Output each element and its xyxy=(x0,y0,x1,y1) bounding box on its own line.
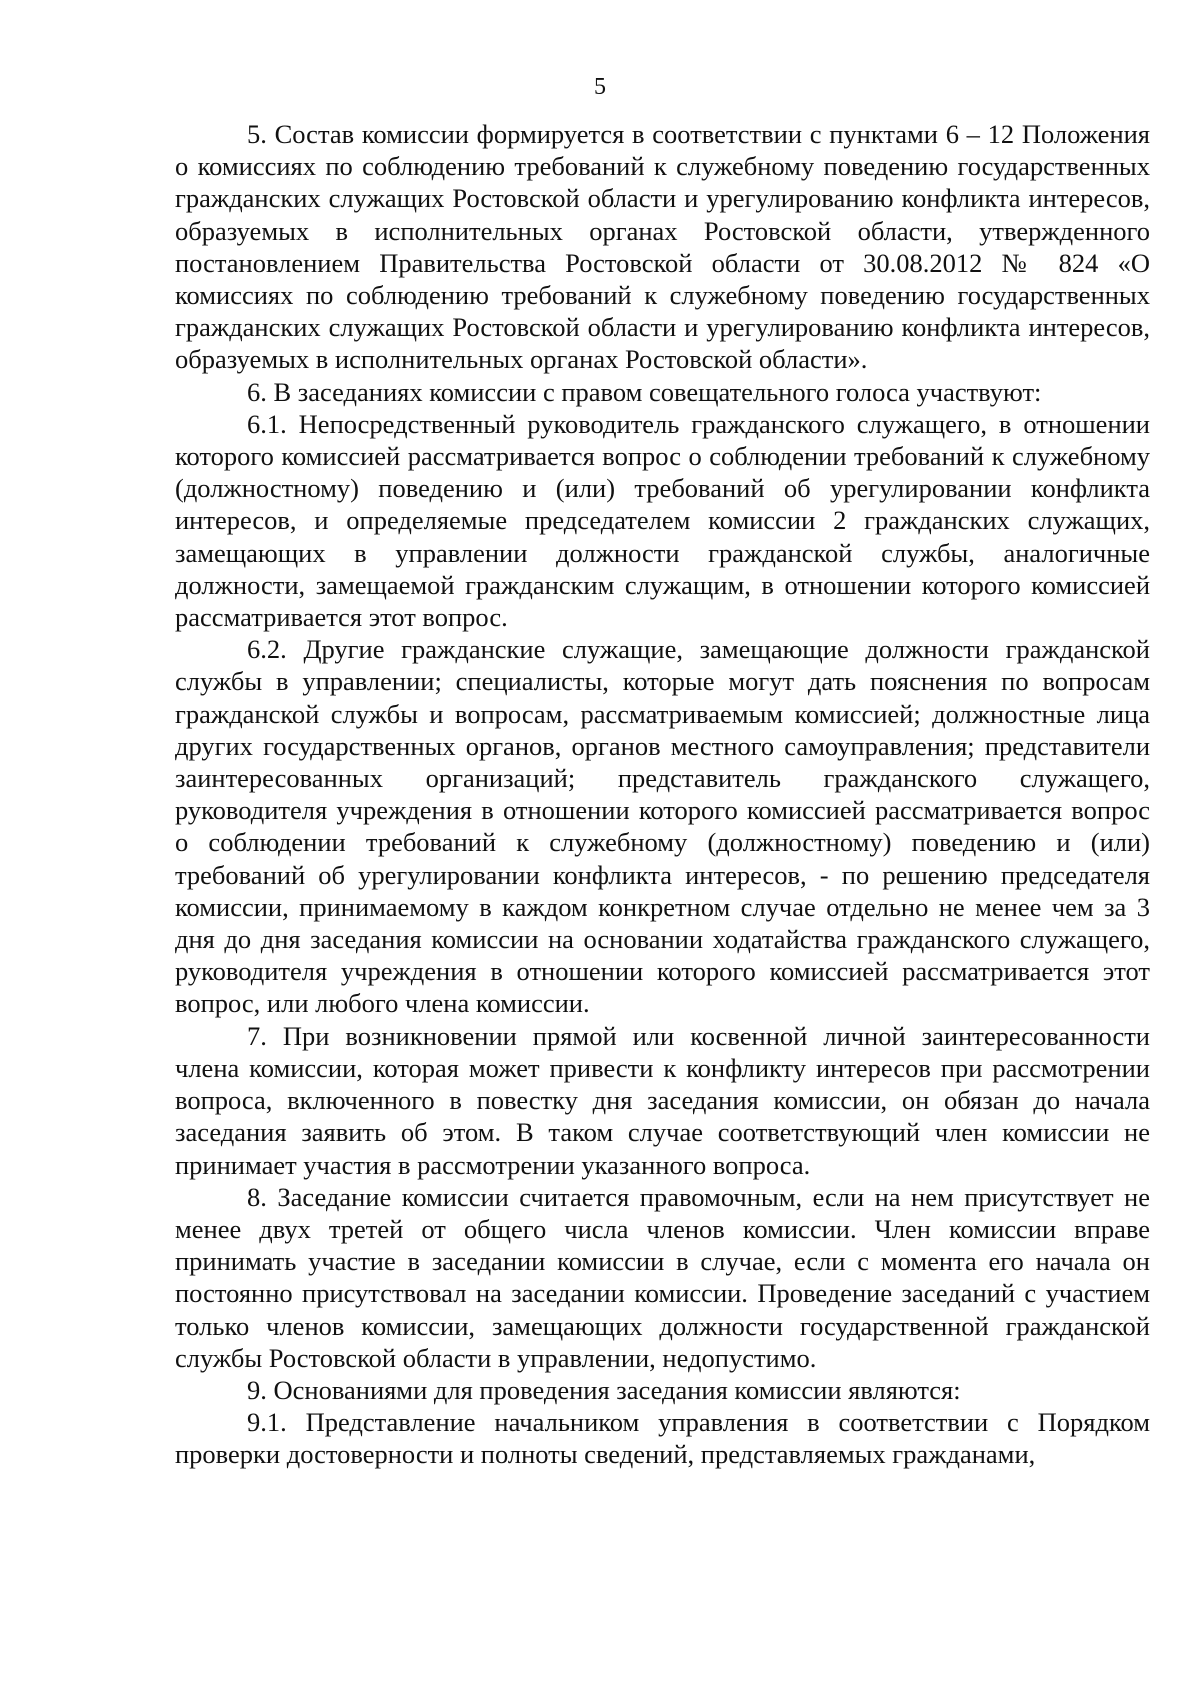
paragraph-5: 5. Состав комиссии формируется в соответствии с пунктами 6 – 12 Положения о комиссиях по соблюдению требований к служебному поведению государственных гражданских служащих Ростовской области и урегулированию конфликта интересов, образуемых в исполнительных органах Ростовской области, утвержденного постановлением Правительства Ростовской области от 30.08.2012 № 824 «О комиссиях по соблюдению требований к служебному поведению государственных гражданских служащих Ростовской области и урегулированию конфликта интересов, образуемых в исполнительных органах Ростовской области». xyxy=(175,119,1150,375)
paragraph-8: 8. Заседание комиссии считается правомочным, если на нем присутствует не менее двух третей от общего числа членов комиссии. Член комиссии вправе принимать участие в заседании комиссии в случае, если с момента его начала он постоянно присутствовал на заседании комиссии. Проведение заседаний с участием только членов комиссии, замещающих должности государственной гражданской службы Ростовской области в управлении, недопустимо. xyxy=(175,1181,1150,1373)
paragraph-9: 9. Основаниями для проведения заседания комиссии являются: xyxy=(247,1374,961,1405)
paragraph-9-1: 9.1. Представление начальником управления в соответствии с Порядком проверки достоверности и полноты сведений, представляемых гражданами, xyxy=(175,1407,1150,1470)
paragraph-6-1: 6.1. Непосредственный руководитель гражданского служащего, в отношении которого комиссией рассматривается вопрос о соблюдении требований к служебному (должностному) поведению и (или) требований об урегулировании конфликта интересов, и определяемые председателем комиссии 2 гражданских служащих, замещающих в управлении должности гражданской службы, аналогичные должности, замещаемой гражданским служащим, в отношении которого комиссией рассматривается этот вопрос. xyxy=(175,408,1150,633)
page-number: 5 xyxy=(594,74,606,100)
paragraph-7: 7. При возникновении прямой или косвенной личной заинтересованности члена комиссии, которая может привести к конфликту интересов при рассмотрении вопроса, включенного в повестку дня заседания комиссии, он обязан до начала заседания заявить об этом. В таком случае соответствующий член комиссии не принимает участия в рассмотрении указанного вопроса. xyxy=(175,1020,1150,1180)
paragraph-6-2: 6.2. Другие гражданские служащие, замещающие должности гражданской службы в управлении; специалисты, которые могут дать пояснения по вопросам гражданской службы и вопросам, рассматриваемым комиссией; должностные лица других государственных органов, органов местного самоуправления; представители заинтересованных организаций; представитель гражданского служащего, руководителя учреждения в отношении которого комиссией рассматривается вопрос о соблюдении требований к служебному (должностному) поведению и (или) требований об урегулировании конфликта интересов, - по решению председателя комиссии, принимаемому в каждом конкретном случае отдельно не менее чем за 3 дня до дня заседания комиссии на основании ходатайства гражданского служащего, руководителя учреждения в отношении которого комиссией рассматривается этот вопрос, или любого члена комиссии. xyxy=(175,634,1150,1019)
document-body xyxy=(175,118,1150,1471)
paragraph-6: 6. В заседаниях комиссии с правом совещательного голоса участвуют: xyxy=(247,376,1042,407)
